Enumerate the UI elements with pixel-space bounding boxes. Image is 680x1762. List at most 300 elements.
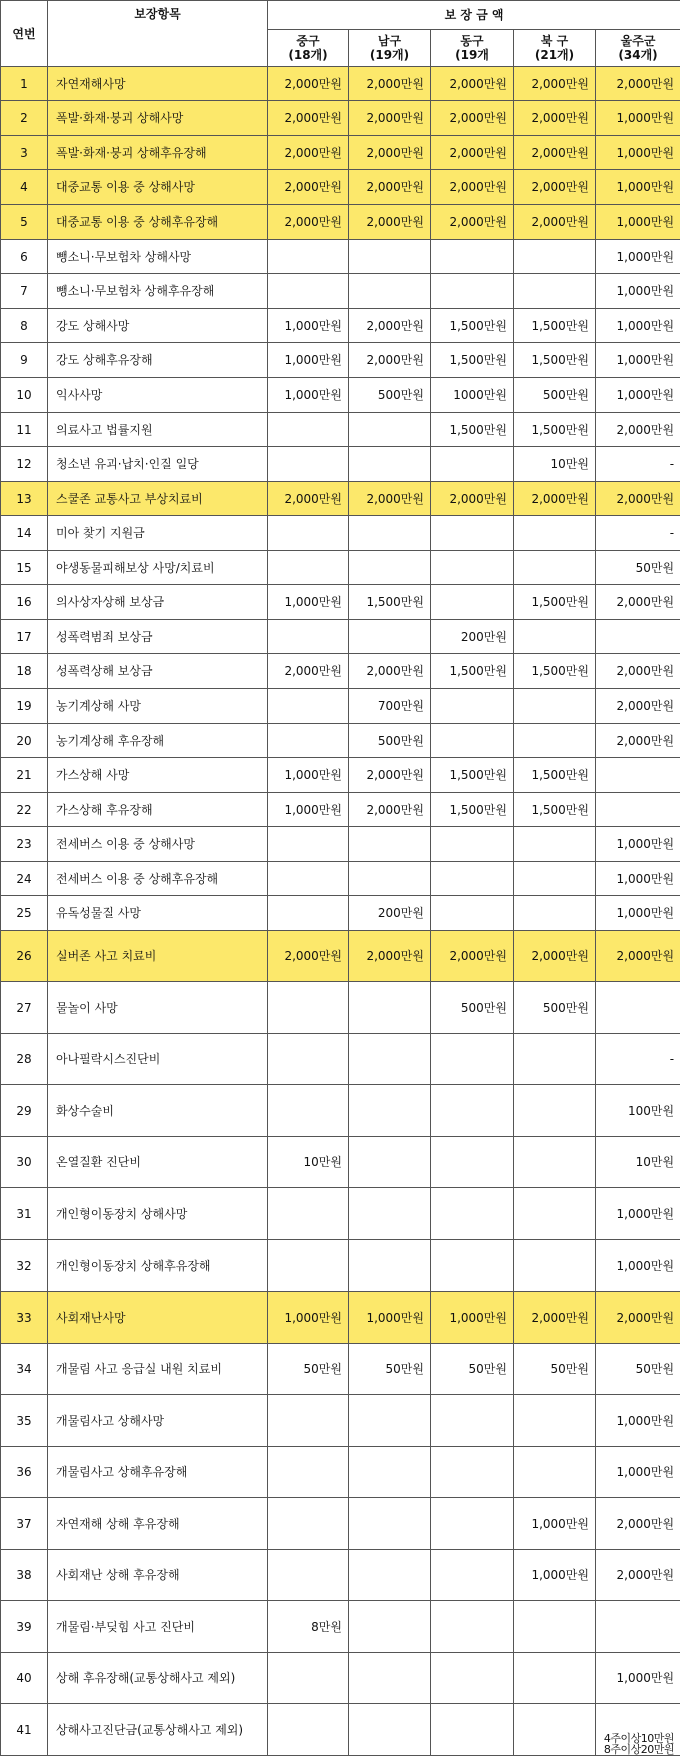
table-row	[1, 1550, 680, 1601]
coverage-item: 스쿨존 교통사고 부상치료비	[48, 482, 268, 516]
amount-cell	[349, 516, 431, 551]
coverage-item: 의료사고 법률지원	[48, 413, 268, 447]
coverage-item: 대중교통 이용 중 상해후유장해	[48, 205, 268, 240]
amount-cell: 50만원	[268, 1344, 349, 1395]
amount-cell: 1,000만원	[268, 309, 349, 343]
amount-cell: 2,000만원	[596, 67, 680, 101]
amount-cell	[431, 1601, 514, 1653]
amount-cell: 2,000만원	[431, 101, 514, 136]
amount-cell: 2,000만원	[349, 101, 431, 136]
amount-cell	[431, 1550, 514, 1601]
amount-cell: 1,500만원	[431, 758, 514, 793]
amount-cell: 500만원	[349, 724, 431, 758]
amount-cell: 2,000만원	[268, 101, 349, 136]
table-row	[1, 240, 680, 274]
amount-cell	[514, 1034, 596, 1085]
region-name: 울주군	[620, 34, 656, 48]
amount-cell: 500만원	[349, 378, 431, 413]
table-row	[1, 1188, 680, 1240]
amount-cell	[349, 274, 431, 309]
amount-cell	[431, 1447, 514, 1498]
coverage-item: 전세버스 이용 중 상해후유장해	[48, 862, 268, 896]
row-number: 29	[1, 1085, 48, 1137]
amount-cell	[431, 827, 514, 862]
amount-cell: 2,000만원	[596, 482, 680, 516]
row-number: 39	[1, 1601, 48, 1653]
coverage-item: 농기계상해 후유장해	[48, 724, 268, 758]
table-row	[1, 896, 680, 931]
amount-cell: 2,000만원	[514, 170, 596, 205]
coverage-item: 의사상자상해 보상금	[48, 585, 268, 620]
amount-cell	[514, 827, 596, 862]
amount-cell	[431, 1240, 514, 1292]
table-row	[1, 1704, 680, 1756]
amount-cell: 50만원	[431, 1344, 514, 1395]
amount-cell: 2,000만원	[514, 67, 596, 101]
row-number: 2	[1, 101, 48, 136]
amount-cell: 1,500만원	[514, 413, 596, 447]
amount-cell	[431, 240, 514, 274]
amount-cell: 2,000만원	[431, 170, 514, 205]
coverage-item: 온열질환 진단비	[48, 1137, 268, 1188]
amount-cell: 1,000만원	[596, 136, 680, 170]
amount-cell	[514, 724, 596, 758]
coverage-item: 강도 상해사망	[48, 309, 268, 343]
amount-cell	[268, 1085, 349, 1137]
amount-cell: 2,000만원	[596, 1498, 680, 1550]
coverage-item: 대중교통 이용 중 상해사망	[48, 170, 268, 205]
table-row	[1, 1653, 680, 1704]
table-row	[1, 1498, 680, 1550]
amount-cell: 2,000만원	[349, 67, 431, 101]
amount-cell: 1,500만원	[514, 585, 596, 620]
amount-cell	[268, 240, 349, 274]
amount-cell: 10만원	[268, 1137, 349, 1188]
coverage-item: 상해 후유장해(교통상해사고 제외)	[48, 1653, 268, 1704]
coverage-item: 자연재해 상해 후유장해	[48, 1498, 268, 1550]
coverage-item: 폭발·화재·붕괴 상해후유장해	[48, 136, 268, 170]
coverage-item: 성폭력상해 보상금	[48, 654, 268, 689]
amount-cell: 100만원	[596, 1085, 680, 1137]
coverage-item: 강도 상해후유장해	[48, 343, 268, 378]
row-number: 37	[1, 1498, 48, 1550]
amount-cell	[349, 620, 431, 654]
header-region	[431, 30, 514, 67]
row-number: 22	[1, 793, 48, 827]
amount-cell: 2,000만원	[596, 1292, 680, 1344]
amount-cell: 1,500만원	[431, 654, 514, 689]
table-row	[1, 516, 680, 551]
coverage-item: 미아 찾기 지원금	[48, 516, 268, 551]
table-row	[1, 862, 680, 896]
amount-cell	[514, 1085, 596, 1137]
coverage-item: 자연재해사망	[48, 67, 268, 101]
table-row	[1, 793, 680, 827]
amount-cell	[514, 689, 596, 724]
amount-cell: 1,000만원	[268, 585, 349, 620]
row-number: 7	[1, 274, 48, 309]
amount-cell: 2,000만원	[349, 931, 431, 982]
amount-cell	[596, 982, 680, 1034]
row-number: 1	[1, 67, 48, 101]
table-row	[1, 67, 680, 101]
amount-cell: 1,000만원	[596, 862, 680, 896]
amount-cell: 1,000만원	[431, 1292, 514, 1344]
region-name: 동구	[460, 34, 484, 48]
amount-cell	[514, 862, 596, 896]
amount-cell: 2,000만원	[431, 482, 514, 516]
amount-cell: 700만원	[349, 689, 431, 724]
amount-cell	[431, 724, 514, 758]
amount-cell: -	[596, 1034, 680, 1085]
coverage-item: 물놀이 사망	[48, 982, 268, 1034]
amount-cell: 2,000만원	[268, 170, 349, 205]
amount-cell	[268, 516, 349, 551]
amount-cell: 2,000만원	[268, 482, 349, 516]
amount-cell: 1,000만원	[596, 343, 680, 378]
region-count: (18개)	[288, 48, 328, 62]
coverage-item: 폭발·화재·붕괴 상해사망	[48, 101, 268, 136]
amount-cell	[431, 1034, 514, 1085]
region-count: (19개)	[369, 48, 410, 62]
amount-cell	[268, 620, 349, 654]
table-row	[1, 343, 680, 378]
table-row	[1, 551, 680, 585]
table-header	[1, 1, 680, 67]
amount-cell: 1,000만원	[514, 1498, 596, 1550]
amount-cell: 2,000만원	[514, 101, 596, 136]
amount-cell: 1,500만원	[431, 413, 514, 447]
row-number: 19	[1, 689, 48, 724]
amount-cell	[349, 240, 431, 274]
header-region	[268, 30, 349, 67]
header-no: 연번	[1, 1, 48, 67]
amount-cell	[349, 1240, 431, 1292]
coverage-item: 아나필락시스진단비	[48, 1034, 268, 1085]
amount-cell: 500만원	[431, 982, 514, 1034]
coverage-item: 상해사고진단금(교통상해사고 제외)	[48, 1704, 268, 1756]
coverage-item: 개물림사고 상해후유장해	[48, 1447, 268, 1498]
amount-cell: 200만원	[431, 620, 514, 654]
amount-cell: 1,000만원	[596, 101, 680, 136]
amount-cell	[349, 862, 431, 896]
amount-cell: 10만원	[514, 447, 596, 482]
amount-cell	[431, 896, 514, 931]
amount-cell: 1,000만원	[596, 1447, 680, 1498]
table-row	[1, 689, 680, 724]
amount-cell: 1,000만원	[268, 758, 349, 793]
row-number: 26	[1, 931, 48, 982]
header-item: 보장항목	[48, 1, 268, 67]
amount-cell	[349, 447, 431, 482]
coverage-item: 사회재난사망	[48, 1292, 268, 1344]
amount-cell	[268, 1498, 349, 1550]
amount-cell: 2,000만원	[268, 136, 349, 170]
amount-cell	[514, 896, 596, 931]
row-number: 28	[1, 1034, 48, 1085]
amount-cell	[268, 724, 349, 758]
amount-cell: 2,000만원	[349, 170, 431, 205]
amount-cell: 1,500만원	[349, 585, 431, 620]
coverage-item: 뺑소니·무보험차 상해후유장해	[48, 274, 268, 309]
amount-cell	[431, 1704, 514, 1756]
table-row	[1, 482, 680, 516]
amount-cell	[349, 1085, 431, 1137]
amount-cell: 1,000만원	[268, 343, 349, 378]
coverage-item: 뺑소니·무보험차 상해사망	[48, 240, 268, 274]
amount-cell: 2,000만원	[349, 309, 431, 343]
amount-cell	[349, 1137, 431, 1188]
table-row	[1, 982, 680, 1034]
amount-cell: 2,000만원	[596, 931, 680, 982]
header-amount: 보 장 금 액	[268, 1, 680, 30]
amount-cell	[349, 1653, 431, 1704]
amount-cell	[349, 827, 431, 862]
amount-cell: 2,000만원	[596, 585, 680, 620]
amount-cell: 2,000만원	[349, 205, 431, 240]
row-number: 27	[1, 982, 48, 1034]
amount-cell	[268, 1704, 349, 1756]
amount-cell: 2,000만원	[349, 793, 431, 827]
amount-cell: 2,000만원	[596, 1550, 680, 1601]
amount-cell	[268, 1550, 349, 1601]
table-row	[1, 724, 680, 758]
table-row	[1, 1344, 680, 1395]
amount-cell: 2,000만원	[349, 758, 431, 793]
row-number: 15	[1, 551, 48, 585]
row-number: 40	[1, 1653, 48, 1704]
table-row	[1, 827, 680, 862]
amount-cell	[268, 1240, 349, 1292]
row-number: 41	[1, 1704, 48, 1756]
amount-cell: 1,500만원	[431, 343, 514, 378]
amount-cell: 2,000만원	[349, 482, 431, 516]
coverage-item: 개물림 사고 응급실 내원 치료비	[48, 1344, 268, 1395]
row-number: 11	[1, 413, 48, 447]
coverage-item: 가스상해 사망	[48, 758, 268, 793]
amount-cell	[514, 1395, 596, 1447]
amount-cell	[514, 1240, 596, 1292]
table-row	[1, 101, 680, 136]
coverage-item: 청소년 유괴·납치·인질 일당	[48, 447, 268, 482]
row-number: 3	[1, 136, 48, 170]
row-number: 21	[1, 758, 48, 793]
amount-cell	[431, 1498, 514, 1550]
amount-cell: 1,000만원	[349, 1292, 431, 1344]
amount-cell: 2,000만원	[596, 654, 680, 689]
amount-cell: 500만원	[514, 378, 596, 413]
region-name: 남구	[377, 34, 402, 48]
amount-cell	[349, 1447, 431, 1498]
amount-cell: 2,000만원	[268, 931, 349, 982]
amount-cell	[431, 862, 514, 896]
amount-cell	[349, 1704, 431, 1756]
row-number: 8	[1, 309, 48, 343]
amount-cell: 1,000만원	[268, 378, 349, 413]
coverage-item: 성폭력범죄 보상금	[48, 620, 268, 654]
amount-cell	[349, 413, 431, 447]
table-row	[1, 447, 680, 482]
amount-cell: 2,000만원	[596, 413, 680, 447]
amount-cell	[596, 793, 680, 827]
amount-cell: 1,500만원	[514, 758, 596, 793]
amount-cell: 50만원	[596, 1344, 680, 1395]
coverage-item: 유독성물질 사망	[48, 896, 268, 931]
amount-cell	[431, 585, 514, 620]
amount-cell	[268, 896, 349, 931]
amount-cell	[514, 240, 596, 274]
amount-cell: 1,000만원	[596, 1188, 680, 1240]
table-row	[1, 378, 680, 413]
amount-cell	[514, 1447, 596, 1498]
amount-cell	[514, 1601, 596, 1653]
coverage-item: 개물림·부딪힘 사고 진단비	[48, 1601, 268, 1653]
amount-cell: 2,000만원	[596, 724, 680, 758]
row-number: 6	[1, 240, 48, 274]
row-number: 12	[1, 447, 48, 482]
amount-cell: 1,000만원	[596, 274, 680, 309]
amount-cell: 1,000만원	[596, 1240, 680, 1292]
amount-cell: 50만원	[514, 1344, 596, 1395]
amount-cell	[514, 551, 596, 585]
amount-cell	[268, 1653, 349, 1704]
amount-cell	[514, 1137, 596, 1188]
table-row	[1, 654, 680, 689]
amount-cell	[514, 1188, 596, 1240]
region-count: (19개	[455, 48, 489, 62]
header-region	[349, 30, 431, 67]
amount-cell: 1,000만원	[596, 240, 680, 274]
table-row	[1, 170, 680, 205]
amount-cell	[268, 1188, 349, 1240]
row-number: 33	[1, 1292, 48, 1344]
header-region	[514, 30, 596, 67]
amount-cell	[514, 620, 596, 654]
amount-cell	[514, 516, 596, 551]
amount-cell	[431, 1188, 514, 1240]
row-number: 13	[1, 482, 48, 516]
coverage-item: 익사사망	[48, 378, 268, 413]
amount-cell: 2,000만원	[431, 205, 514, 240]
amount-cell	[596, 620, 680, 654]
table-row	[1, 274, 680, 309]
amount-cell	[431, 1085, 514, 1137]
table-row	[1, 1447, 680, 1498]
amount-cell	[514, 1653, 596, 1704]
amount-cell: 2,000만원	[431, 136, 514, 170]
table-body	[1, 67, 680, 1756]
amount-cell	[431, 1137, 514, 1188]
row-number: 16	[1, 585, 48, 620]
amount-cell: 1,500만원	[431, 309, 514, 343]
amount-cell	[268, 274, 349, 309]
amount-cell: 1,000만원	[596, 205, 680, 240]
amount-cell	[268, 551, 349, 585]
amount-cell: 2,000만원	[268, 654, 349, 689]
amount-cell	[268, 1034, 349, 1085]
table-row	[1, 1034, 680, 1085]
coverage-item: 가스상해 후유장해	[48, 793, 268, 827]
amount-cell	[349, 1601, 431, 1653]
row-number: 34	[1, 1344, 48, 1395]
amount-cell: 2,000만원	[514, 205, 596, 240]
amount-cell: 2,000만원	[268, 67, 349, 101]
region-count: (34개)	[618, 48, 658, 62]
region-count: (21개)	[534, 48, 575, 62]
amount-cell	[431, 689, 514, 724]
amount-cell	[268, 862, 349, 896]
amount-cell	[268, 982, 349, 1034]
table-row	[1, 931, 680, 982]
amount-cell	[514, 274, 596, 309]
table-row	[1, 585, 680, 620]
row-number: 23	[1, 827, 48, 862]
row-number: 35	[1, 1395, 48, 1447]
amount-cell	[268, 689, 349, 724]
table-row	[1, 1137, 680, 1188]
amount-cell: 1000만원	[431, 378, 514, 413]
amount-cell: 500만원	[514, 982, 596, 1034]
amount-cell: 1,500만원	[514, 793, 596, 827]
row-number: 4	[1, 170, 48, 205]
amount-cell: 1,500만원	[514, 654, 596, 689]
amount-cell: 1,000만원	[596, 309, 680, 343]
table-row	[1, 136, 680, 170]
amount-cell: 1,000만원	[268, 793, 349, 827]
amount-cell: 8만원	[268, 1601, 349, 1653]
row-number: 9	[1, 343, 48, 378]
amount-cell: 10만원	[596, 1137, 680, 1188]
amount-cell: 2,000만원	[514, 1292, 596, 1344]
amount-cell: 1,500만원	[431, 793, 514, 827]
amount-cell: 50만원	[349, 1344, 431, 1395]
amount-cell: 4주이상10만원 8주이상20만원	[596, 1704, 680, 1756]
table-row	[1, 1395, 680, 1447]
row-number: 14	[1, 516, 48, 551]
amount-cell: 2,000만원	[514, 136, 596, 170]
amount-cell: 1,000만원	[596, 1653, 680, 1704]
table-row	[1, 413, 680, 447]
table-row	[1, 620, 680, 654]
amount-cell: 1,500만원	[514, 343, 596, 378]
row-number: 18	[1, 654, 48, 689]
amount-cell: 2,000만원	[268, 205, 349, 240]
row-number: 25	[1, 896, 48, 931]
amount-cell	[431, 516, 514, 551]
table-row	[1, 758, 680, 793]
amount-cell	[596, 1601, 680, 1653]
amount-cell: 1,000만원	[514, 1550, 596, 1601]
region-name: 중구	[296, 34, 320, 48]
amount-cell: -	[596, 516, 680, 551]
amount-cell	[431, 1395, 514, 1447]
amount-cell	[431, 274, 514, 309]
amount-cell	[431, 1653, 514, 1704]
row-number: 31	[1, 1188, 48, 1240]
amount-cell	[268, 1395, 349, 1447]
amount-cell: 2,000만원	[349, 343, 431, 378]
table-row	[1, 205, 680, 240]
coverage-item: 사회재난 상해 후유장해	[48, 1550, 268, 1601]
amount-cell	[596, 758, 680, 793]
amount-cell: 1,000만원	[596, 896, 680, 931]
region-name: 북 구	[540, 34, 569, 48]
amount-cell: 50만원	[596, 551, 680, 585]
amount-cell: -	[596, 447, 680, 482]
amount-cell: 1,000만원	[268, 1292, 349, 1344]
amount-cell	[349, 982, 431, 1034]
coverage-item: 개인형이동장치 상해사망	[48, 1188, 268, 1240]
